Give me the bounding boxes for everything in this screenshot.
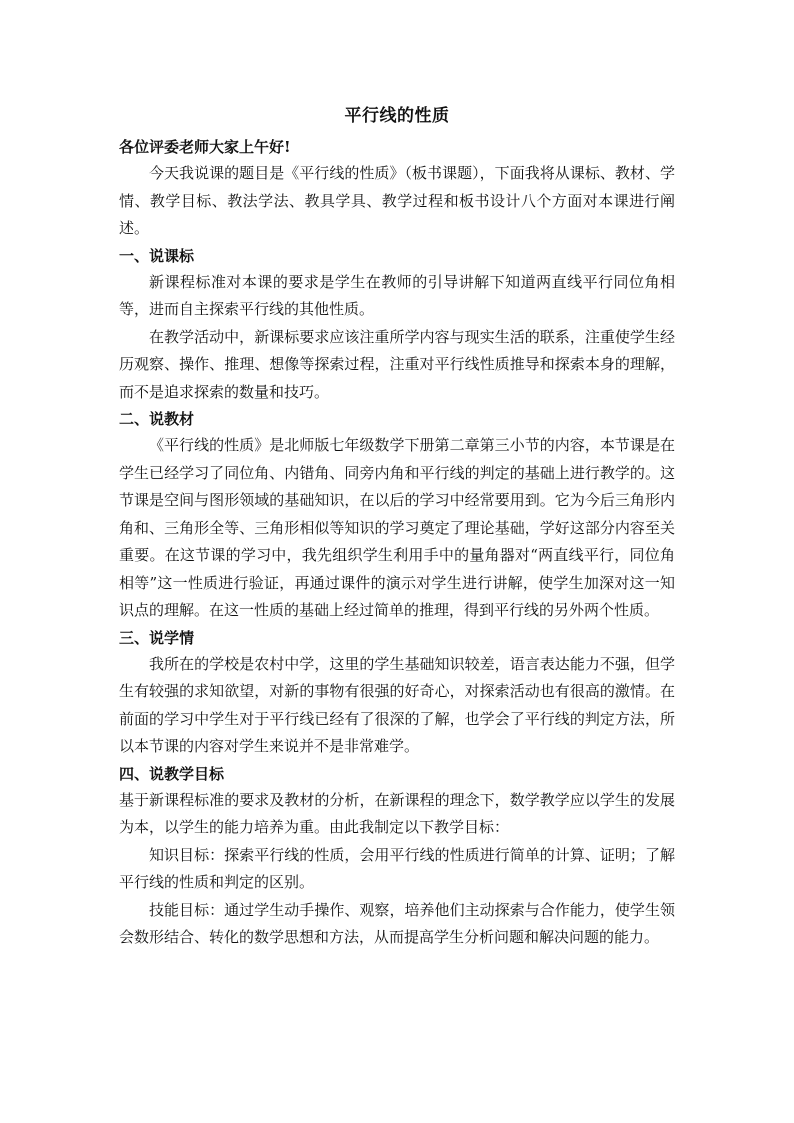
curriculum-paragraph-1: 新课程标准对本课的要求是学生在教师的引导讲解下知道两直线平行同位角相等，进而自主探索平行线的其他性质。 [119, 272, 675, 318]
intro-paragraph: 今天我说课的题目是《平行线的性质》（板书课题），下面我将从课标、教材、学情、教学目标、教法学法、教具学具、教学过程和板书设计八个方面对本课进行阐述。 [119, 164, 675, 237]
objective-knowledge: 知识目标：探索平行线的性质，会用平行线的性质进行简单的计算、证明；了解平行线的性质和判定的区别。 [119, 845, 675, 891]
curriculum-paragraph-2: 在教学活动中，新课标要求应该注重所学内容与现实生活的联系，注重使学生经历观察、操作、推理、想像等探索过程，注重对平行线性质推导和探索本身的理解，而不是追求探索的数量和技巧。 [119, 327, 675, 401]
students-paragraph: 我所在的学校是农村中学，这里的学生基础知识较差，语言表达能力不强，但学生有较强的求知欲望，对新的事物有很强的好奇心，对探索活动也有很高的激情。在前面的学习中学生对于平行线已经有了很深的了解，也学会了平行线的判定方法，所以本节课的内容对学生来说并不是非常难学。 [119, 654, 675, 755]
objectives-lead: 基于新课程标准的要求及教材的分析，在新课程的理念下，数学教学应以学生的发展为本，以学生的能力培养为重。由此我制定以下教学目标： [119, 790, 675, 836]
textbook-paragraph: 《平行线的性质》是北师版七年级数学下册第二章第三小节的内容，本节课是在学生已经学习了同位角、内错角、同旁内角和平行线的判定的基础上进行教学的。这节课是空间与图形领域的基础知识，在以后的学习中经常要用到。它为今后三角形内角和、三角形全等、三角形相似等知识的学习奠定了理论基础，学好这部分内容至关重要。在这节课的学习中，我先组织学生利用手中的量角器对“两直线平行，同位角相等”这一性质进行验证，再通过课件的演示对学生进行讲解，使学生加深对这一知识点的理解。在这一性质的基础上经过简单的推理，得到平行线的另外两个性质。 [119, 436, 675, 619]
document-page [119, 104, 675, 952]
section-heading-students: 三、说学情 [119, 628, 195, 647]
document-title: 平行线的性质 [344, 106, 450, 126]
greeting: 各位评委老师大家上午好! [119, 138, 291, 156]
section-heading-objectives: 四、说教学目标 [119, 764, 225, 783]
objective-skills: 技能目标：通过学生动手操作、观察，培养他们主动探索与合作能力，使学生领会数形结合、转化的数学思想和方法，从而提高学生分析问题和解决问题的能力。 [119, 900, 675, 946]
section-heading-curriculum: 一、说课标 [119, 246, 195, 265]
section-heading-textbook: 二、说教材 [119, 410, 195, 428]
